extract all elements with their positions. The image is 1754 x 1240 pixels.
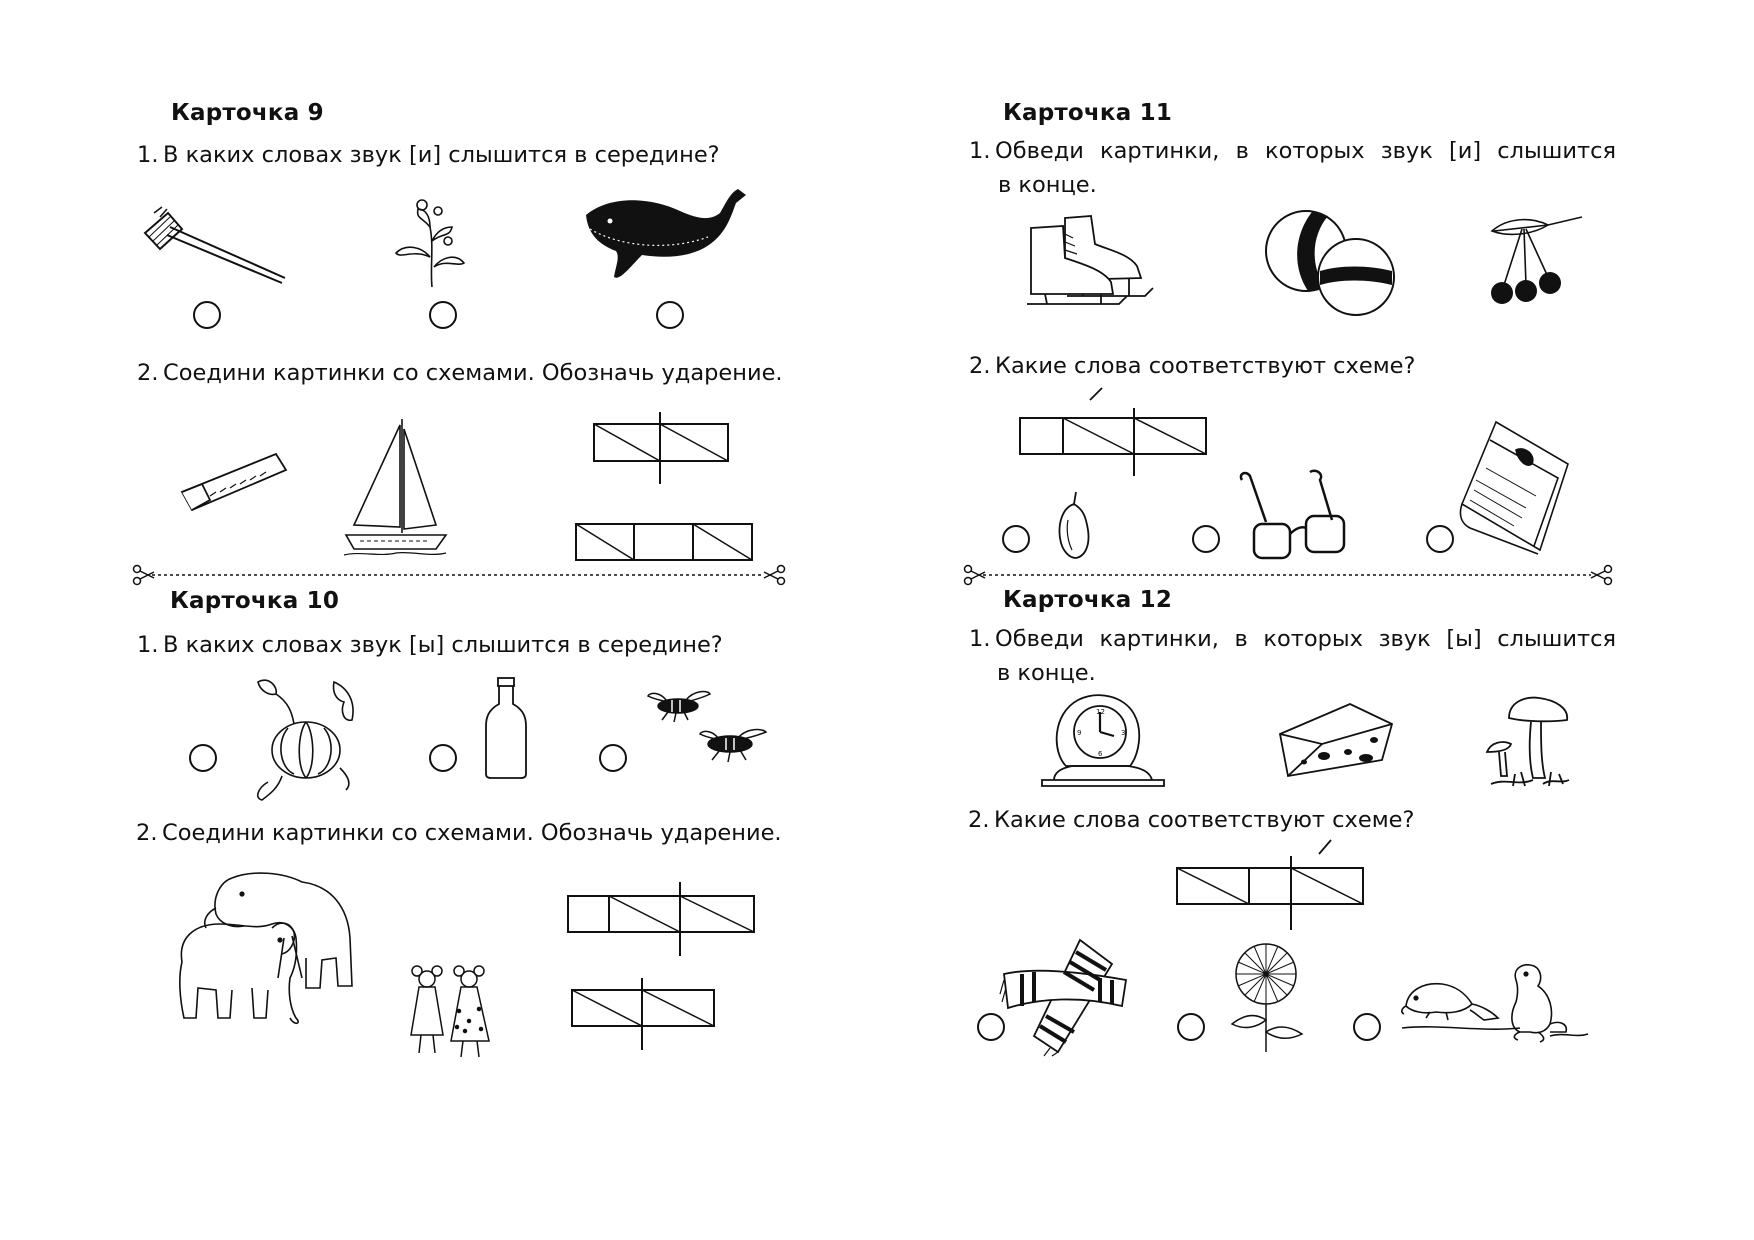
word-scheme bbox=[566, 880, 756, 958]
answer-circle[interactable] bbox=[1425, 524, 1455, 554]
task-number: 2. bbox=[968, 807, 990, 833]
card-10-title: Карточка 10 bbox=[170, 588, 340, 614]
cheese-icon bbox=[1278, 700, 1396, 782]
skates-icon bbox=[1025, 214, 1180, 306]
card-10-task-1 bbox=[137, 632, 723, 658]
card-10-task-2 bbox=[136, 820, 782, 846]
glasses-icon bbox=[1232, 470, 1350, 562]
elephants-icon bbox=[172, 868, 362, 1028]
answer-circle[interactable] bbox=[428, 300, 458, 330]
answer-circle[interactable] bbox=[188, 743, 218, 773]
svg-text:9: 9 bbox=[1077, 729, 1082, 737]
card-12-task-1-continuation: в конце. bbox=[997, 660, 1096, 686]
saw-icon bbox=[180, 450, 290, 515]
broom-icon bbox=[140, 205, 290, 285]
answer-circle[interactable] bbox=[1001, 524, 1031, 554]
card-11-task-2 bbox=[969, 353, 1415, 379]
sailboat-icon bbox=[340, 415, 450, 560]
answer-circle[interactable] bbox=[1352, 1012, 1382, 1042]
task-number: 2. bbox=[137, 360, 159, 386]
answer-circle[interactable] bbox=[655, 300, 685, 330]
word-scheme bbox=[570, 976, 716, 1052]
word-scheme bbox=[1018, 386, 1208, 478]
task-number: 2. bbox=[136, 820, 158, 846]
task-text: Обведи картинки, в которых звук [и] слышится bbox=[995, 138, 1616, 164]
pumpkin-icon bbox=[248, 672, 360, 802]
answer-circle[interactable] bbox=[598, 743, 628, 773]
mushrooms-icon bbox=[1485, 694, 1571, 788]
word-scheme bbox=[574, 522, 754, 562]
svg-text:3: 3 bbox=[1121, 729, 1126, 737]
card-12-task-2 bbox=[968, 807, 1414, 833]
card-9-task-1 bbox=[137, 142, 720, 168]
wasps-icon bbox=[646, 688, 770, 768]
scarf-icon bbox=[1000, 936, 1130, 1056]
svg-text:12: 12 bbox=[1096, 708, 1105, 716]
task-number: 1. bbox=[969, 626, 991, 652]
clock-icon bbox=[1038, 692, 1168, 788]
task-text: Обведи картинки, в которых звук [ы] слышится bbox=[995, 626, 1616, 652]
mice-icon bbox=[405, 965, 495, 1059]
task-text: В каких словах звук [и] слышится в середине? bbox=[163, 142, 720, 168]
task-text: Какие слова соответствуют схеме? bbox=[995, 353, 1416, 379]
svg-text:6: 6 bbox=[1098, 750, 1103, 758]
card-9-title: Карточка 9 bbox=[171, 100, 324, 126]
plant-icon bbox=[392, 197, 470, 287]
task-text: Какие слова соответствуют схеме? bbox=[994, 807, 1415, 833]
task-number: 1. bbox=[969, 138, 991, 164]
cut-line bbox=[132, 564, 786, 586]
beavers-icon bbox=[1400, 962, 1590, 1044]
card-11-task-1 bbox=[969, 138, 1616, 164]
word-scheme bbox=[592, 410, 732, 486]
answer-circle[interactable] bbox=[1176, 1012, 1206, 1042]
whale-icon bbox=[580, 185, 748, 285]
task-number: 1. bbox=[137, 632, 159, 658]
task-text: Соедини картинки со схемами. Обозначь ударение. bbox=[162, 820, 782, 846]
cut-line bbox=[963, 564, 1613, 586]
card-12-task-1 bbox=[969, 626, 1616, 652]
card-9-task-2 bbox=[137, 360, 783, 386]
task-number: 2. bbox=[969, 353, 991, 379]
task-text: В каких словах звук [ы] слышится в середине? bbox=[163, 632, 723, 658]
word-scheme bbox=[1175, 838, 1365, 932]
card-12-title: Карточка 12 bbox=[1003, 587, 1173, 613]
bottle-icon bbox=[482, 676, 530, 780]
flower-icon bbox=[1218, 940, 1313, 1054]
card-11-task-1-continuation: в конце. bbox=[998, 172, 1097, 198]
task-number: 1. bbox=[137, 142, 159, 168]
answer-circle[interactable] bbox=[1191, 524, 1221, 554]
card-11-title: Карточка 11 bbox=[1003, 100, 1173, 126]
balls-icon bbox=[1262, 207, 1396, 317]
plum-icon bbox=[1054, 490, 1094, 560]
answer-circle[interactable] bbox=[428, 743, 458, 773]
task-text: Соедини картинки со схемами. Обозначь ударение. bbox=[163, 360, 783, 386]
answer-circle[interactable] bbox=[192, 300, 222, 330]
book-icon bbox=[1456, 420, 1572, 556]
cherries-icon bbox=[1482, 215, 1584, 307]
